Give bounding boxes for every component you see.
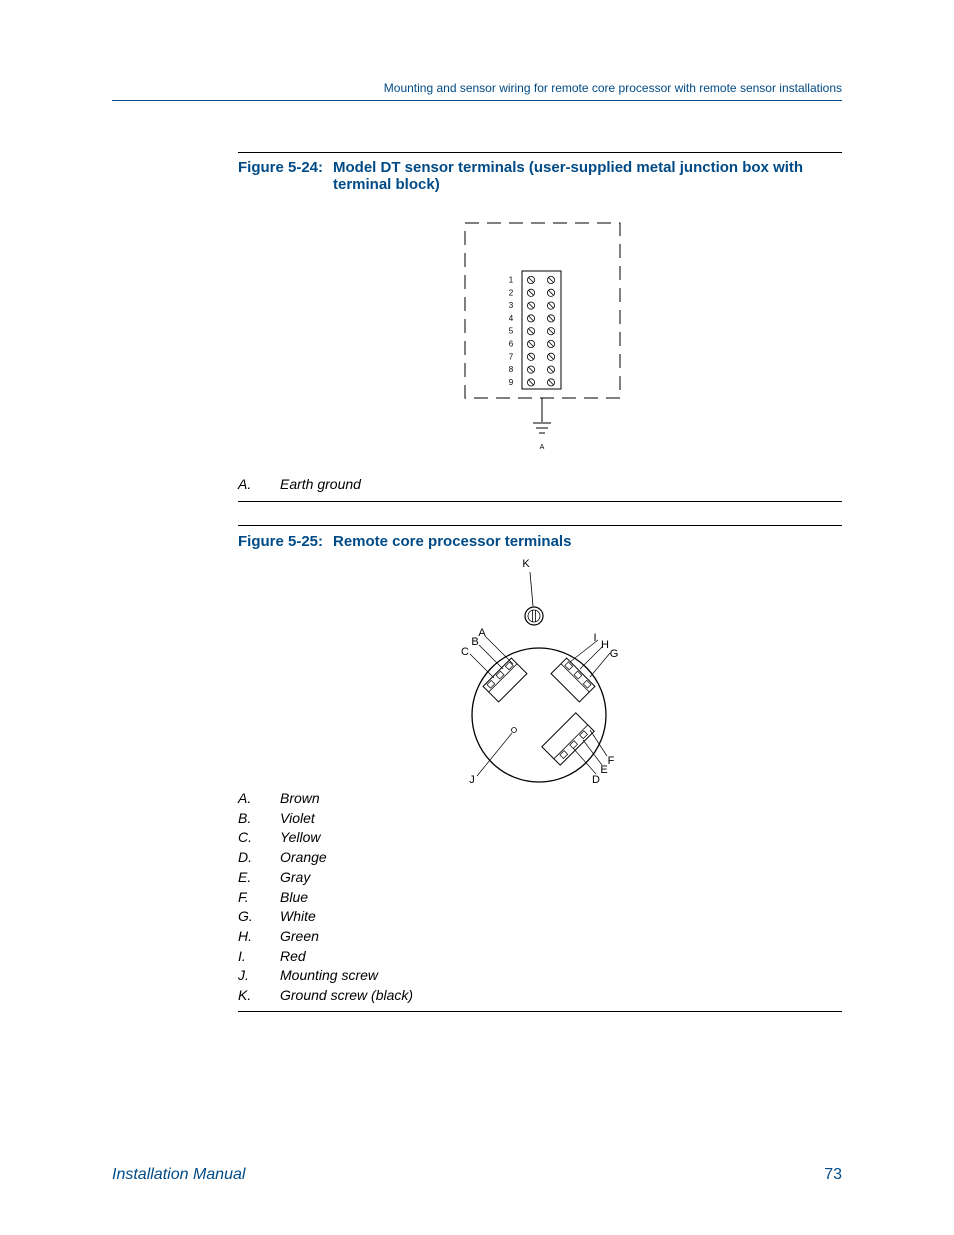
terminal-block-abc (483, 658, 527, 702)
terminal-screw-icon (547, 366, 554, 373)
figure1-title-text: Model DT sensor terminals (user-supplied metal junction box with terminal block) (333, 159, 804, 193)
callout-f: F (607, 755, 615, 767)
figure2-bottom-rule (238, 1011, 842, 1012)
ground-callout-a: A (539, 444, 545, 451)
legend-label: Orange (280, 849, 327, 866)
callout-k: K (522, 558, 530, 570)
running-header: Mounting and sensor wiring for remote core processor with remote sensor installations (383, 81, 842, 95)
legend-key: I. (238, 947, 246, 964)
terminal-screw-icon (527, 302, 534, 309)
terminal-number: 1 (508, 275, 514, 285)
terminal-screw-icon (527, 379, 534, 386)
figure1-number: Figure 5-24: (238, 159, 324, 176)
header-rule (112, 100, 842, 101)
terminal-number: 2 (508, 288, 514, 298)
figure2-top-rule (238, 525, 842, 526)
terminal-numbers (509, 276, 514, 387)
callout-g: G (609, 648, 619, 660)
figure1-bottom-rule (238, 501, 842, 502)
terminal-screw-icon (547, 340, 554, 347)
legend-key: D. (238, 849, 252, 866)
footer-manual-name: Installation Manual (112, 1166, 246, 1183)
page-number: 73 (824, 1166, 842, 1183)
junction-box-diagram (440, 210, 640, 460)
terminal-block-def (542, 713, 594, 765)
terminal-number: 5 (508, 326, 514, 336)
legend-key: C. (238, 829, 252, 846)
legend-label: Violet (280, 809, 315, 826)
figure1-legend (238, 476, 842, 496)
legend-label: Green (280, 927, 319, 944)
figure2-legend (238, 790, 842, 1008)
terminal-number: 8 (508, 365, 514, 375)
callout-d: D (592, 774, 600, 786)
terminal-screw-icon (547, 302, 554, 309)
figure2-number: Figure 5-25: (238, 533, 324, 550)
terminal-number: 4 (508, 313, 514, 323)
legend-label: Brown (280, 790, 320, 806)
core-processor-diagram (440, 552, 640, 790)
terminal-screw-icon (527, 353, 534, 360)
terminal-screw-icon (527, 315, 534, 322)
legend-label: Blue (280, 888, 309, 905)
callout-j: J (469, 774, 475, 786)
terminal-screw-icon (527, 328, 534, 335)
legend-key: B. (238, 809, 252, 826)
figure2-title (238, 533, 842, 551)
mounting-screw-icon (512, 728, 517, 733)
callout-h: H (601, 639, 609, 651)
callout-a: A (478, 627, 486, 639)
legend-key: H. (238, 927, 252, 944)
earth-ground-icon (533, 423, 551, 433)
callout-leaders (470, 636, 610, 776)
ground-screw-icon (525, 607, 543, 625)
callout-e: E (600, 764, 608, 776)
terminal-screw-icon (527, 340, 534, 347)
callout-b: B (471, 636, 479, 648)
legend-key: A. (238, 476, 252, 492)
terminal-screw-icon (527, 276, 534, 283)
legend-label: Mounting screw (280, 967, 379, 984)
legend-key: F. (238, 888, 249, 905)
legend-key: K. (238, 987, 252, 1003)
figure2-title-text: Remote core processor terminals (333, 533, 572, 550)
callout-c: C (461, 646, 469, 658)
legend-key: G. (238, 908, 253, 925)
terminal-screw-icon (547, 379, 554, 386)
terminal-screw-icon (547, 328, 554, 335)
legend-label: Yellow (280, 829, 321, 846)
terminal-block-ghi (551, 658, 595, 702)
terminal-screw-icon (527, 289, 534, 296)
legend-label: Earth ground (280, 476, 361, 492)
legend-label: White (280, 908, 316, 925)
terminal-screw-icon (547, 353, 554, 360)
terminal-screw-icon (547, 289, 554, 296)
terminal-number: 7 (508, 352, 514, 362)
legend-key: E. (238, 868, 252, 885)
terminal-number: 6 (508, 339, 514, 349)
legend-label: Gray (280, 868, 311, 885)
terminal-screw-icon (547, 276, 554, 283)
legend-key: J. (238, 967, 249, 984)
terminal-number: 9 (508, 377, 514, 387)
callout-i: I (593, 632, 597, 644)
figure1-top-rule (238, 152, 842, 153)
legend-key: A. (238, 790, 252, 806)
terminal-screw-icon (527, 366, 534, 373)
processor-housing (472, 648, 606, 782)
legend-label: Ground screw (black) (280, 987, 414, 1003)
terminal-number: 3 (508, 301, 514, 311)
figure1-title (238, 159, 842, 195)
legend-label: Red (280, 947, 306, 964)
terminal-screw-icon (547, 315, 554, 322)
